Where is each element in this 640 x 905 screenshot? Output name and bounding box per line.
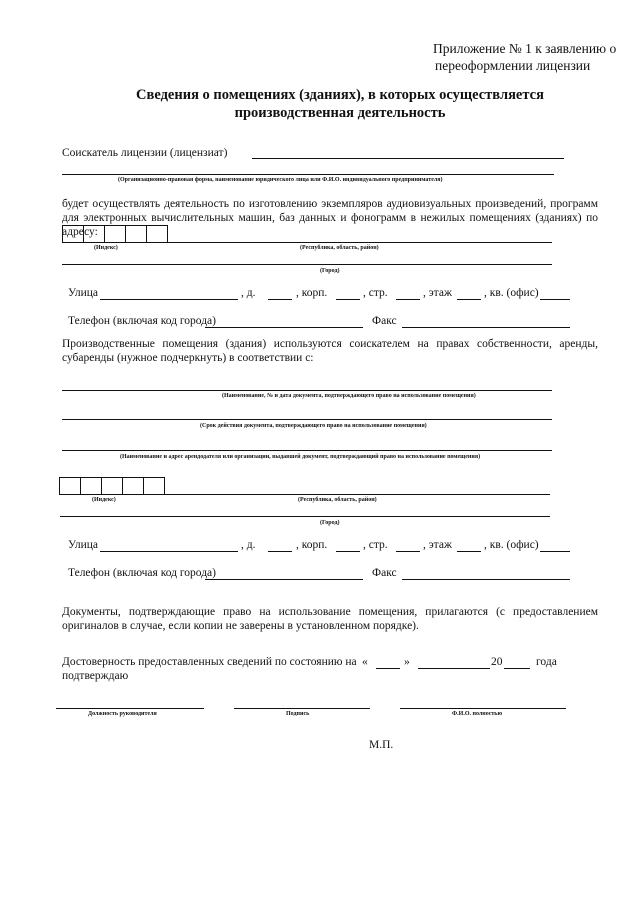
corp-label-1: , корп. xyxy=(296,287,328,299)
activity-text: будет осуществлять деятельность по изготовлению экземпляров аудиовизуальных произведений, программ для электронных вычислительных машин, баз данных и фонограмм в нежилых помещениях (зданиях) по адресу: xyxy=(62,198,598,238)
building-label-1: , стр. xyxy=(363,287,388,299)
floor-label-1: , этаж xyxy=(423,287,452,299)
phone-field-2[interactable] xyxy=(205,579,363,580)
annex-header xyxy=(433,40,616,74)
year-prefix: 20 xyxy=(491,656,503,668)
full-name-field[interactable] xyxy=(400,708,566,709)
annex-line-1: Приложение № 1 к заявлению о xyxy=(433,41,617,56)
usage-text: Производственные помещения (здания) используются соискателем на правах собственности, аренды, субаренды (нужное подчеркнуть) в соответствии с: xyxy=(62,338,598,364)
signature-field[interactable] xyxy=(234,708,370,709)
street-label-2: Улица xyxy=(68,539,98,551)
street-field-2[interactable] xyxy=(100,551,238,552)
corp-label-2: , корп. xyxy=(296,539,328,551)
region-field-2[interactable] xyxy=(60,494,550,495)
doc-caption-2: (Срок действия документа, подтверждающего право на использование помещения) xyxy=(200,423,427,429)
doc-caption-3: (Наименование и адрес арендодателя или организации, выдавшей документ, подтверждающий право на использование помещения) xyxy=(120,454,481,460)
confirm-line-1: Достоверность предоставленных сведений по состоянию на xyxy=(62,656,357,668)
house-label-1: , д. xyxy=(241,287,256,299)
index-caption-2: (Индекс) xyxy=(92,497,116,503)
documents-text: Документы, подтверждающие право на использование помещения, прилагаются (с предоставлением оригиналов в случае, если копии не заверены в установленном порядке). xyxy=(62,606,598,632)
phone-label-2: Телефон (включая код города) xyxy=(68,567,216,579)
applicant-field[interactable] xyxy=(252,158,564,159)
document-title xyxy=(60,86,620,122)
corp-field-1[interactable] xyxy=(336,299,360,300)
phone-field-1[interactable] xyxy=(205,327,363,328)
region-caption-1: (Республика, область, район) xyxy=(300,245,379,251)
floor-label-2: , этаж xyxy=(423,539,452,551)
title-line-2: производственная деятельность xyxy=(234,105,446,121)
doc-field-1[interactable] xyxy=(62,390,552,391)
phone-label-1: Телефон (включая код города) xyxy=(68,315,216,327)
city-caption-1: (Город) xyxy=(320,268,340,274)
city-field-2[interactable] xyxy=(60,516,550,517)
office-label-1: , кв. (офис) xyxy=(484,287,539,299)
fax-label-2: Факс xyxy=(372,567,397,579)
month-field[interactable] xyxy=(418,668,490,669)
doc-caption-1: (Наименование, № и дата документа, подтверждающего право на использование помещения) xyxy=(222,393,476,399)
year-suffix: года xyxy=(536,656,557,668)
index-caption-1: (Индекс) xyxy=(94,245,118,251)
quote-open: « xyxy=(362,656,368,668)
position-field[interactable] xyxy=(56,708,204,709)
doc-field-3[interactable] xyxy=(62,450,552,451)
confirm-line-2: подтверждаю xyxy=(62,670,129,682)
street-label-1: Улица xyxy=(68,287,98,299)
position-caption: Должность руководителя xyxy=(88,711,157,717)
fax-label-1: Факс xyxy=(372,315,397,327)
year-field[interactable] xyxy=(504,668,530,669)
seal-mark: М.П. xyxy=(369,739,394,751)
signature-caption: Подпись xyxy=(286,711,310,717)
annex-line-2: переоформлении лицензии xyxy=(435,58,591,73)
quote-close: » xyxy=(404,656,410,668)
floor-field-2[interactable] xyxy=(457,551,481,552)
office-label-2: , кв. (офис) xyxy=(484,539,539,551)
city-caption-2: (Город) xyxy=(320,520,340,526)
doc-field-2[interactable] xyxy=(62,419,552,420)
full-name-caption: Ф.И.О. полностью xyxy=(452,711,503,717)
region-field-1[interactable] xyxy=(62,242,552,243)
region-caption-2: (Республика, область, район) xyxy=(298,497,377,503)
office-field-2[interactable] xyxy=(540,551,570,552)
applicant-caption: (Организационно-правовая форма, наименование юридического лица или Ф.И.О. индивидуального предпринимателя) xyxy=(118,177,443,183)
applicant-field-2[interactable] xyxy=(62,174,554,175)
postal-index-boxes-2[interactable] xyxy=(60,477,165,495)
fax-field-1[interactable] xyxy=(402,327,570,328)
street-field-1[interactable] xyxy=(100,299,238,300)
postal-index-boxes-1[interactable] xyxy=(63,225,168,243)
building-field-2[interactable] xyxy=(396,551,420,552)
building-label-2: , стр. xyxy=(363,539,388,551)
day-field[interactable] xyxy=(376,668,400,669)
house-field-2[interactable] xyxy=(268,551,292,552)
office-field-1[interactable] xyxy=(540,299,570,300)
building-field-1[interactable] xyxy=(396,299,420,300)
house-label-2: , д. xyxy=(241,539,256,551)
city-field-1[interactable] xyxy=(62,264,552,265)
applicant-label: Соискатель лицензии (лицензиат) xyxy=(62,147,228,159)
corp-field-2[interactable] xyxy=(336,551,360,552)
title-line-1: Сведения о помещениях (зданиях), в которых осуществляется xyxy=(136,87,544,103)
fax-field-2[interactable] xyxy=(402,579,570,580)
floor-field-1[interactable] xyxy=(457,299,481,300)
house-field-1[interactable] xyxy=(268,299,292,300)
